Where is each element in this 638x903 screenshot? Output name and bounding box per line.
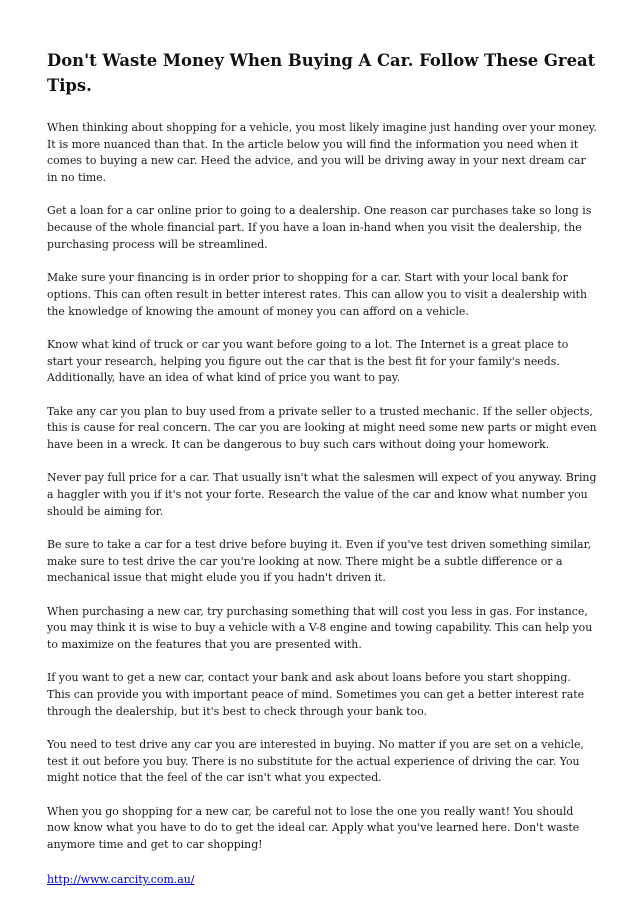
paragraph-test-drive: Be sure to take a car for a test drive before buying it. Even if you've test driven something similar, make sure to test drive the car you're looking at now. There might be a subtle difference or a mechanical issue that might elude you if you hadn't driven it. (47, 537, 592, 585)
paragraph-intro: When thinking about shopping for a vehicle, you most likely imagine just handing over your money. It is more nuanced than that. In the article below you will find the information you need when it comes to buying a new car. Heed the advice, and you will be driving away in your next dream car in no time. (47, 121, 597, 185)
paragraph-full-price: Never pay full price for a car. That usually isn't what the salesmen will expect of you anyway. Bring a haggler with you if it's not your forte. Research the value of the car and know what number you should be aiming for. (47, 471, 597, 518)
paragraph-conclusion: When you go shopping for a new car, be careful not to lose the one you really want! You should now know what you have to do to get the ideal car. Apply what you've learned here. Don't waste anymore time and get to car shopping! (47, 804, 580, 852)
paragraph-financing: Make sure your financing is in order prior to shopping for a car. Start with your local bank for options. This can often result in better interest rates. This can allow you to visit a dealership with the knowledge of knowing the amount of money you can afford on a vehicle. (47, 271, 588, 318)
document-page (47, 48, 597, 889)
source-link[interactable]: http://www.carcity.com.au/ (47, 873, 195, 887)
paragraph-bank: If you want to get a new car, contact your bank and ask about loans before you start shopping. This can provide you with important peace of mind. Sometimes you can get a better interest rate through the dealership, but it's best to check through your bank too. (47, 671, 585, 718)
paragraph-know-car: Know what kind of truck or car you want before going to a lot. The Internet is a great place to start your research, helping you figure out the car that is the best fit for your family's needs. Additionally, have an idea of what kind of price you want to pay. (47, 337, 569, 385)
paragraph-loan-online: Get a loan for a car online prior to going to a dealership. One reason car purchases take so long is because of the whole financial part. If you have a loan in-hand when you visit the dealership, the purchasing process will be streamlined. (47, 204, 592, 251)
paragraph-test-any-car: You need to test drive any car you are interested in buying. No matter if you are set on a vehicle, test it out before you buy. There is no substitute for the actual experience of driving the car. You might notice that the feel of the car isn't what you expected. (47, 738, 584, 785)
paragraph-mechanic: Take any car you plan to buy used from a private seller to a trusted mechanic. If the seller objects, this is cause for real concern. The car you are looking at might need some new parts or might even have been in a wreck. It can be dangerous to buy such cars without doing your homework. (47, 404, 597, 451)
page-title: Don't Waste Money When Buying A Car. Follow These Great Tips. (47, 51, 596, 95)
paragraph-gas: When purchasing a new car, try purchasing something that will cost you less in gas. For instance, you may think it is wise to buy a vehicle with a V-8 engine and towing capability. This can help you to maximize on the features that you are presented with. (47, 604, 593, 652)
